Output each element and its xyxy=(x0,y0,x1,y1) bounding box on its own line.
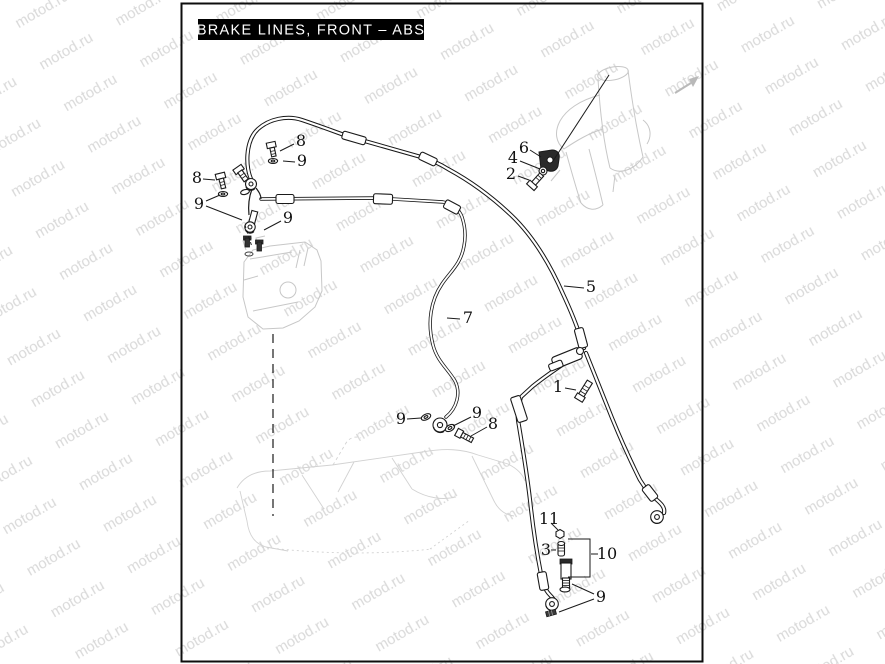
callout-label: 10 xyxy=(596,544,618,563)
callout-label: 9 xyxy=(595,587,607,606)
nut-11 xyxy=(556,530,564,539)
callout-label: 9 xyxy=(395,409,407,428)
callout-label: 4 xyxy=(507,148,519,167)
banjo-fitting-bottom-right xyxy=(651,511,664,524)
banjo-fitting-bottom-center xyxy=(546,598,559,611)
callout-label: 9 xyxy=(193,194,205,213)
valve-3 xyxy=(558,542,565,557)
callout-label: 3 xyxy=(540,540,552,559)
callout-label: 9 xyxy=(282,208,294,227)
callout-label: 5 xyxy=(585,277,597,296)
washer-9-top xyxy=(268,159,277,164)
callout-label: 7 xyxy=(462,308,474,327)
callout-label: 8 xyxy=(487,414,499,433)
callout-label: 6 xyxy=(518,138,530,157)
callout-label: 1 xyxy=(552,377,564,396)
callout-label: 8 xyxy=(295,131,307,150)
banjo-fitting-lower-left xyxy=(433,418,447,433)
callout-label: 2 xyxy=(505,164,517,183)
washer-9-left xyxy=(218,192,227,197)
title-block xyxy=(197,19,425,40)
callout-label: 9 xyxy=(471,403,483,422)
callout-label: 8 xyxy=(191,168,203,187)
callout-label: 11 xyxy=(538,509,560,528)
callout-11 xyxy=(539,509,559,530)
callout-label: 9 xyxy=(296,151,308,170)
page-title: BRAKE LINES, FRONT – ABS xyxy=(196,22,426,39)
